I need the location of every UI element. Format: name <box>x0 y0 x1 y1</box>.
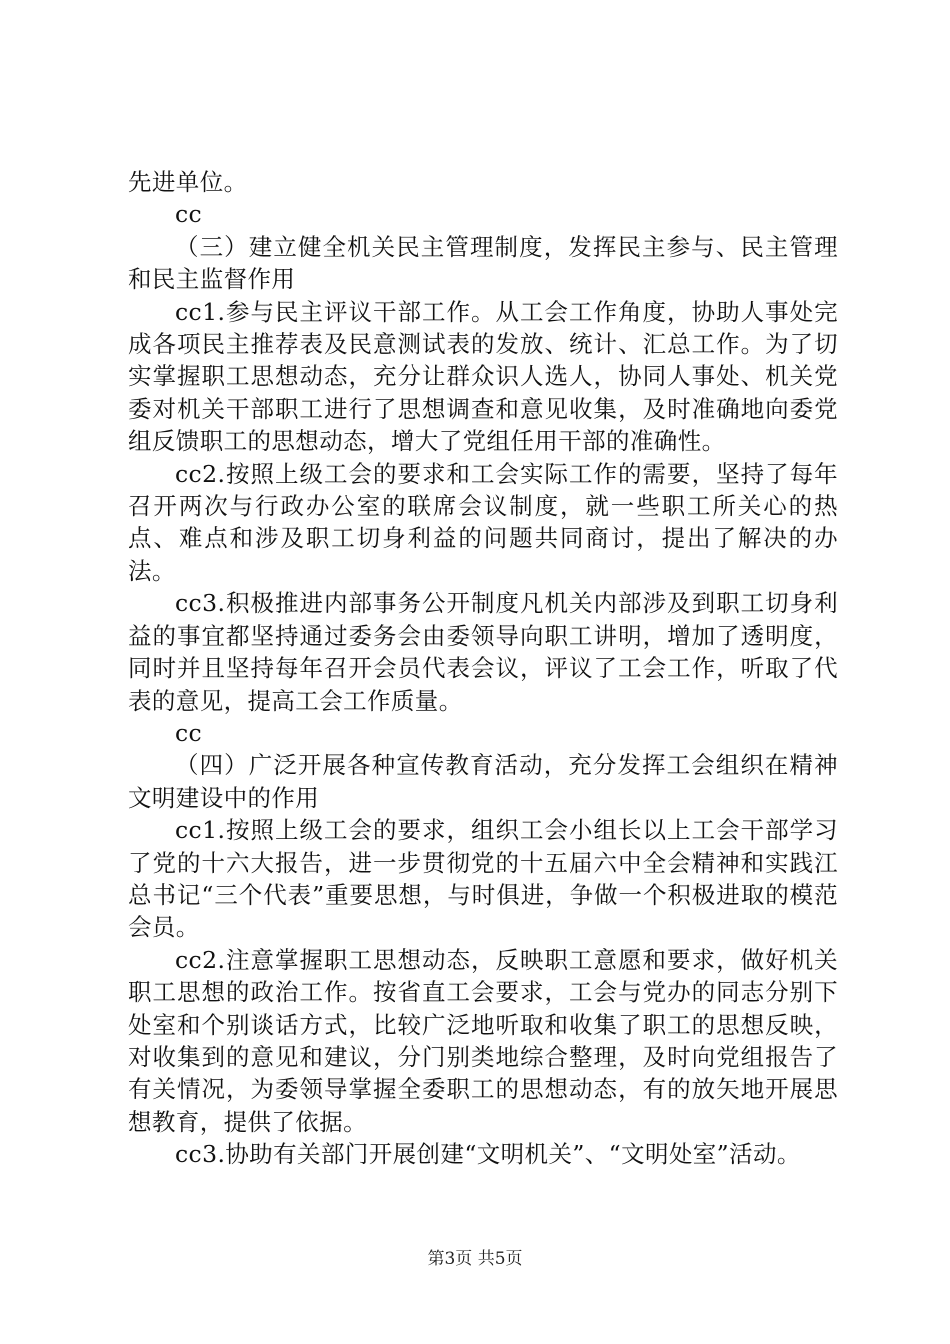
paragraph-4-2: cc2.注意掌握职工思想动态，反映职工意愿和要求，做好机关职工思想的政治工作。按省直工会要求，工会与党办的同志分别下处室和个别谈话方式，比较广泛地听取和收集了职工的思想反映，对收集到的意见和建议，分门别类地综合整理，及时向党组报告了有关情况，为委领导掌握全委职工的思想动态，有的放矢地开展思想教育，提供了依据。 <box>128 945 838 1136</box>
page-number-footer: 第3页 共5页 <box>427 1249 523 1269</box>
paragraph-3-2: cc2.按照上级工会的要求和工会实际工作的需要，坚持了每年召开两次与行政办公室的联席会议制度，就一些职工所关心的热点、难点和涉及职工切身利益的问题共同商讨，提出了解决的办法。 <box>128 459 838 585</box>
paragraph-4-3: cc3.协助有关部门开展创建“文明机关”、“文明处室”活动。 <box>175 1140 801 1169</box>
paragraph-2: cc <box>175 200 203 229</box>
section-heading-3: （三）建立健全机关民主管理制度，发挥民主参与、民主管理和民主监督作用 <box>128 232 838 294</box>
paragraph-3-3: cc3.积极推进内部事务公开制度凡机关内部涉及到职工切身利益的事宜都坚持通过委务会由委领导向职工讲明，增加了透明度，同时并且坚持每年召开会员代表会议，评议了工会工作，听取了代表的意见，提高工会工作质量。 <box>128 589 838 715</box>
paragraph-3-1: cc1.参与民主评议干部工作。从工会工作角度，协助人事处完成各项民主推荐表及民意测试表的发放、统计、汇总工作。为了切实掌握职工思想动态，充分让群众识人选人，协同人事处、机关党委对机关干部职工进行了思想调查和意见收集，及时准确地向委党组反馈职工的思想动态，增大了党组任用干部的准确性。 <box>128 297 838 456</box>
section-heading-4: （四）广泛开展各种宣传教育活动，充分发挥工会组织在精神文明建设中的作用 <box>128 751 838 812</box>
paragraph-4-1: cc1.按照上级工会的要求，组织工会小组长以上工会干部学习了党的十六大报告，进一步贯彻党的十五届六中全会精神和实践江总书记“三个代表”重要思想，与时俱进，争做一个积极进取的模范会员。 <box>128 816 838 942</box>
paragraph-spacer: cc <box>175 718 203 747</box>
paragraph-1: 先进单位。 <box>128 168 248 196</box>
document-body <box>128 166 838 1171</box>
